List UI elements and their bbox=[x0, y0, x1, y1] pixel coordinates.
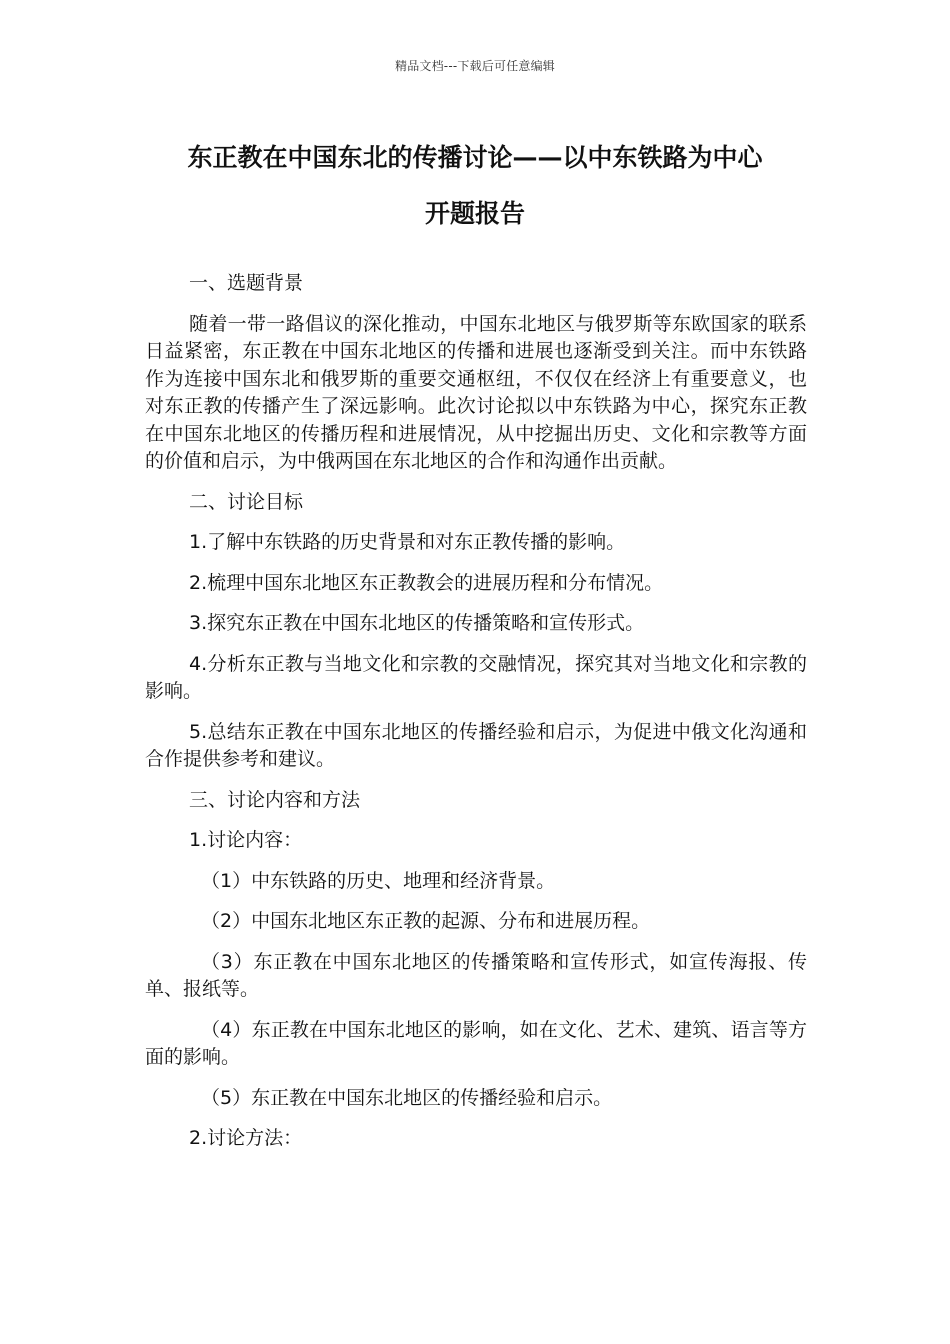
document-body bbox=[145, 270, 807, 1166]
content-item: （1）中东铁路的历史、地理和经济背景。 bbox=[201, 869, 556, 892]
section-heading-goals: 二、讨论目标 bbox=[189, 490, 304, 513]
header-note: 精品文档---下载后可任意编辑 bbox=[395, 59, 555, 73]
goal-item: 4.分析东正教与当地文化和宗教的交融情况，探究其对当地文化和宗教的影响。 bbox=[145, 652, 807, 702]
content-item: （4）东正教在中国东北地区的影响，如在文化、艺术、建筑、语言等方面的影响。 bbox=[145, 1018, 807, 1068]
background-paragraph: 随着一带一路倡议的深化推动，中国东北地区与俄罗斯等东欧国家的联系日益紧密，东正教在中国东北地区的传播和进展也逐渐受到关注。而中东铁路作为连接中国东北和俄罗斯的重要交通枢纽，不仅仅在经济上有重要意义，也对东正教的传播产生了深远影响。此次讨论拟以中东铁路为中心，探究东正教在中国东北地区的传播历程和进展情况，从中挖掘出历史、文化和宗教等方面的价值和启示，为中俄两国在东北地区的合作和沟通作出贡献。 bbox=[145, 312, 807, 472]
goal-item: 1.了解中东铁路的历史背景和对东正教传播的影响。 bbox=[189, 531, 626, 553]
methods-subheading: 2.讨论方法： bbox=[189, 1127, 303, 1149]
section-heading-background: 一、选题背景 bbox=[189, 272, 304, 294]
content-item: （5）东正教在中国东北地区的传播经验和启示。 bbox=[201, 1086, 613, 1109]
goal-item: 3.探究东正教在中国东北地区的传播策略和宣传形式。 bbox=[189, 612, 645, 634]
goal-item: 5.总结东正教在中国东北地区的传播经验和启示，为促进中俄文化沟通和合作提供参考和建议。 bbox=[145, 720, 807, 770]
document-subtitle: 开题报告 bbox=[424, 199, 525, 228]
goal-item: 2.梳理中国东北地区东正教教会的进展历程和分布情况。 bbox=[189, 571, 664, 594]
section-heading-content-methods: 三、讨论内容和方法 bbox=[189, 788, 361, 811]
content-item: （3）东正教在中国东北地区的传播策略和宣传形式，如宣传海报、传单、报纸等。 bbox=[145, 950, 807, 1000]
content-item: （2）中国东北地区东正教的起源、分布和进展历程。 bbox=[201, 910, 651, 932]
content-subheading: 1.讨论内容： bbox=[189, 829, 303, 851]
document-title: 东正教在中国东北的传播讨论——以中东铁路为中心 bbox=[187, 143, 763, 172]
